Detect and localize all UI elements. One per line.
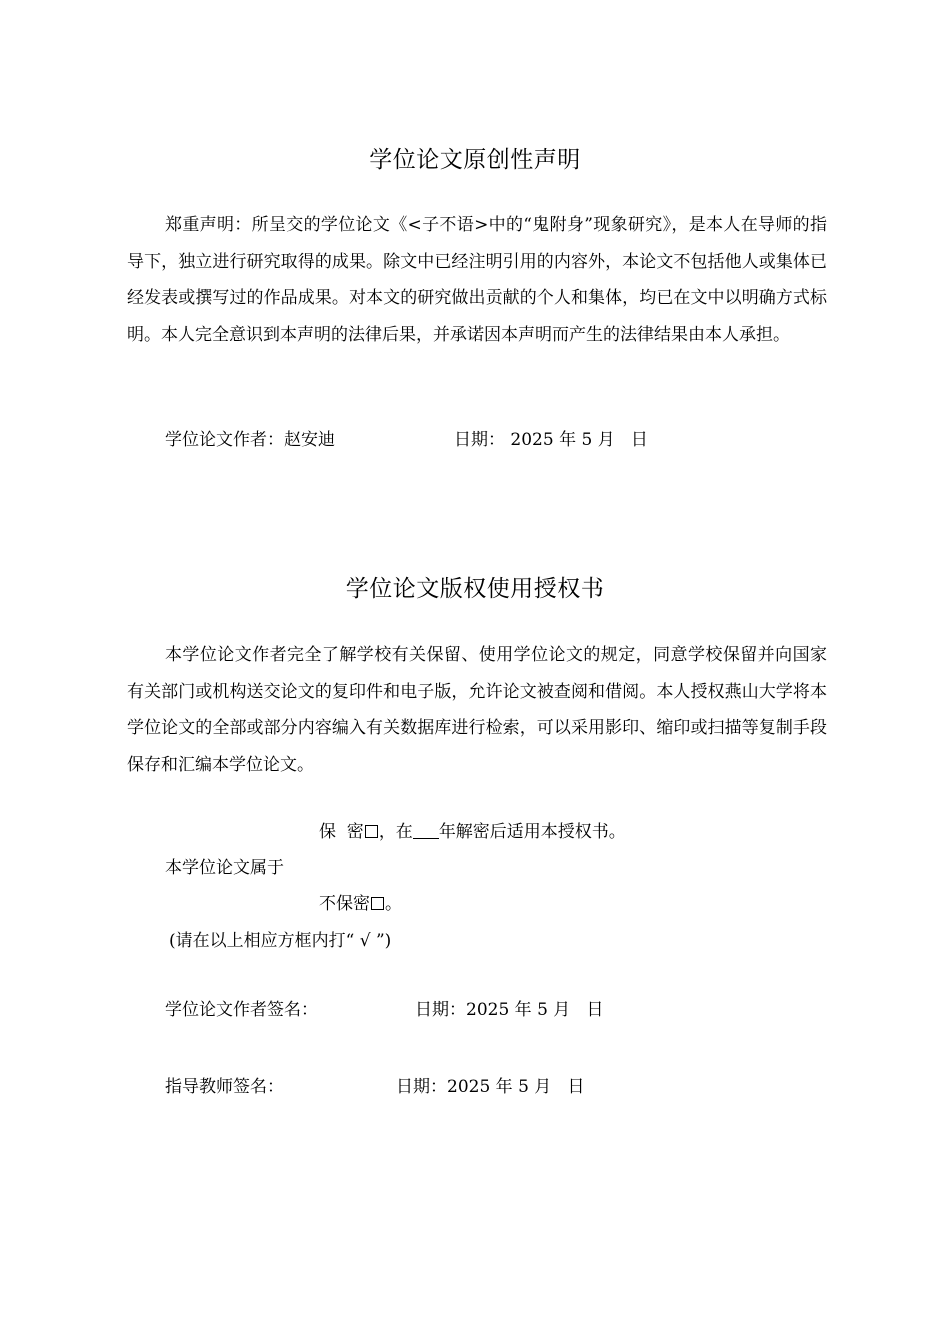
author-signature-date: 日期：2025 年 5 月 日: [415, 1000, 604, 1020]
declaration-date-label: 日期：: [454, 430, 505, 450]
belongs-line: [165, 856, 284, 880]
not-secret-option-suffix: 。: [385, 894, 402, 914]
advisor-signature-label: 指导教师签名：: [165, 1077, 284, 1097]
authorization-title: 学位论文版权使用授权书: [345, 576, 605, 602]
declaration-body: 郑重声明：所呈交的学位论文《<子不语>中的“鬼附身”现象研究》，是本人在导师的指导下，独立进行研究取得的成果。除文中已经注明引用的内容外，本论文不包括他人或集体已经发表或撰写过的作品成果。对本文的研究做出贡献的个人和集体，均已在文中以明确方式标明。本人完全意识到本声明的法律后果，并承诺因本声明而产生的法律结果由本人承担。: [127, 215, 827, 345]
declaration-author-line: [165, 428, 335, 452]
declaration-author-label: 学位论文作者：赵安迪: [165, 430, 335, 450]
secret-option-mid: ，在: [378, 822, 413, 842]
advisor-signature-date: 日期：2025 年 5 月 日: [396, 1077, 585, 1097]
belongs-label: 本学位论文属于: [165, 858, 284, 878]
secret-option-line: [319, 820, 626, 844]
checkmark-instruction: (请在以上相应方框内打“ √ ”): [169, 931, 392, 951]
authorization-body: 本学位论文作者完全了解学校有关保留、使用学位论文的规定，同意学校保留并向国家有关部门或机构送交论文的复印件和电子版，允许论文被查阅和借阅。本人授权燕山大学将本学位论文的全部或部分内容编入有关数据库进行检索，可以采用影印、缩印或扫描等复制手段保存和汇编本学位论文。: [127, 645, 827, 775]
author-signature-label: 学位论文作者签名：: [165, 1000, 318, 1020]
not-secret-checkbox[interactable]: [371, 897, 384, 910]
decrypt-years-blank[interactable]: [413, 822, 439, 839]
secret-option-suffix: 年解密后适用本授权书。: [438, 822, 626, 842]
not-secret-option-line: [319, 892, 402, 916]
secret-option-label: 保 密: [319, 822, 364, 842]
declaration-date-line: [454, 428, 648, 452]
secret-checkbox[interactable]: [365, 825, 378, 838]
not-secret-option-label: 不保密: [319, 894, 370, 914]
declaration-title: 学位论文原创性声明: [369, 147, 581, 173]
declaration-date-value: 2025 年 5 月 日: [510, 430, 648, 450]
